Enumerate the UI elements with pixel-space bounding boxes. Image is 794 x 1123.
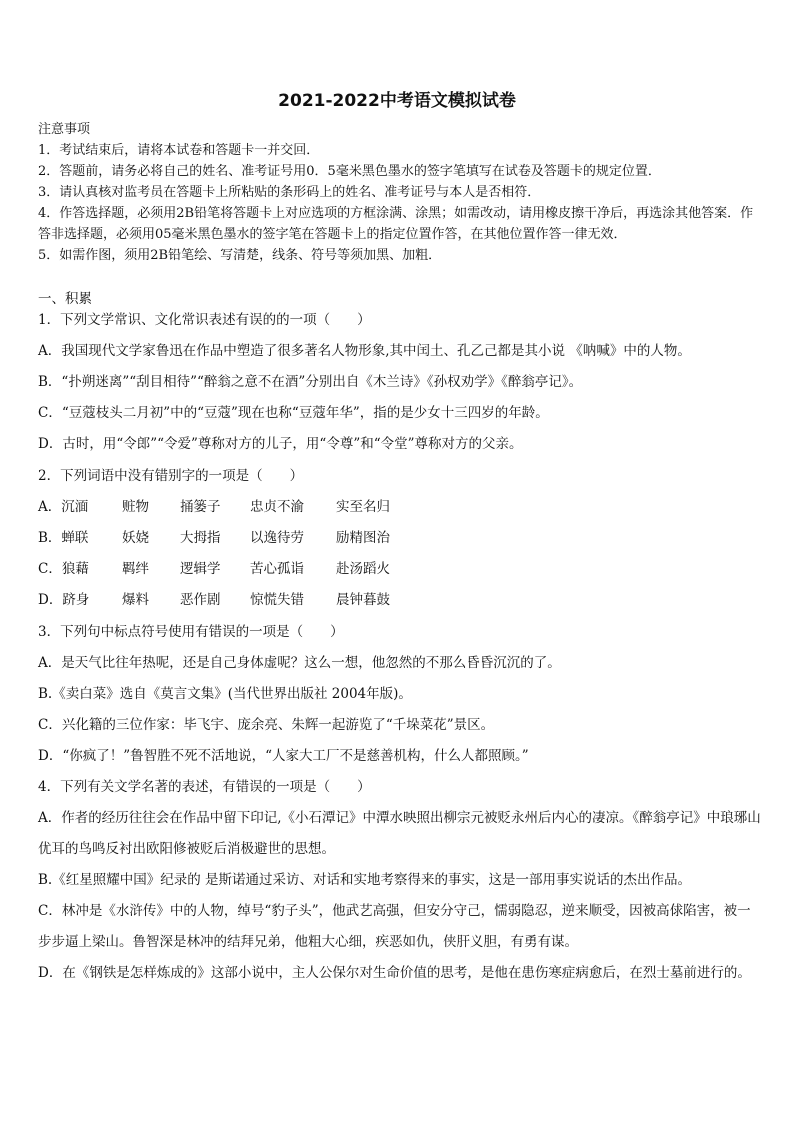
word: 大拇指 bbox=[180, 530, 221, 546]
question-1 bbox=[38, 305, 763, 460]
question-stem: 1．下列文学常识、文化常识表述有误的的一项（ ） bbox=[38, 312, 371, 328]
note-item: 4．作答选择题，必须用2B铅笔将答题卡上对应选项的方框涂满、涂黑；如需改动，请用橡皮擦干净后，再选涂其他答案．作答非选择题，必须用05毫米黑色墨水的签字笔在答题卡上的指定位置作答，在其他位置作答一律无效． bbox=[38, 206, 754, 242]
option-b: B．“扑朔迷离”“刮目相待”“醉翁之意不在酒”分别出自《木兰诗》《孙权劝学》《醉翁亭记》。 bbox=[38, 374, 583, 390]
word: 惊慌失错 bbox=[250, 592, 304, 608]
option-c bbox=[38, 554, 763, 585]
question-stem: 3．下列句中标点符号使用有错误的一项是（ ） bbox=[38, 624, 344, 640]
word: 爆料 bbox=[122, 592, 149, 608]
option-c: C．“豆蔻枝头二月初”中的“豆蔻”现在也称“豆蔻年华”，指的是少女十三四岁的年龄。 bbox=[38, 405, 549, 421]
note-item: 3．请认真核对监考员在答题卡上所粘贴的条形码上的姓名、准考证号与本人是否相符． bbox=[38, 185, 541, 200]
word: 妖娆 bbox=[122, 530, 149, 546]
word: 赃物 bbox=[122, 499, 149, 515]
notes-section bbox=[38, 119, 763, 266]
option-b: B.《红星照耀中国》纪录的 是斯诺通过采访、对话和实地考察得来的事实，这是一部用事实说话的杰出作品。 bbox=[38, 872, 692, 888]
word: 以逸待劳 bbox=[250, 530, 304, 546]
word: C．狼藉 bbox=[38, 561, 89, 577]
question-2 bbox=[38, 461, 763, 616]
question-4 bbox=[38, 772, 763, 989]
note-item: 2．答题前，请务必将自己的姓名、准考证号用0．5毫米黑色墨水的签字笔填写在试卷及答题卡的规定位置． bbox=[38, 164, 661, 179]
option-b: B.《卖白菜》选自《莫言文集》(当代世界出版社 2004年版)。 bbox=[38, 686, 412, 702]
word: B．蝉联 bbox=[38, 530, 89, 546]
word: 捅篓子 bbox=[180, 499, 221, 515]
option-a: A．作者的经历往往会在作品中留下印记,《小石潭记》中潭水映照出柳宗元被贬永州后内心的凄凉。《醉翁亭记》中琅琊山优耳的鸟鸣反衬出欧阳修被贬后消极避世的思想。 bbox=[38, 810, 761, 857]
question-stem: 4．下列有关文学名著的表述，有错误的一项是（ ） bbox=[38, 779, 371, 795]
note-item: 1．考试结束后，请将本试卷和答题卡一并交回． bbox=[38, 143, 320, 158]
word: D．跻身 bbox=[38, 592, 90, 608]
option-d: D．古时，用“令郎”“令爱”尊称对方的儿子，用“令尊”和“令堂”尊称对方的父亲。 bbox=[38, 436, 523, 452]
option-c: C．兴化籍的三位作家：毕飞宇、庞余亮、朱辉一起游览了“千垛菜花”景区。 bbox=[38, 717, 495, 733]
option-b bbox=[38, 523, 763, 554]
word: A．沉湎 bbox=[38, 499, 89, 515]
word: 羁绊 bbox=[122, 561, 149, 577]
word: 逻辑学 bbox=[180, 561, 221, 577]
option-d: D．“你疯了！”鲁智胜不死不活地说，“人家大工厂不是慈善机构，什么人都照顾。” bbox=[38, 748, 529, 764]
option-d bbox=[38, 585, 763, 616]
option-d: D．在《钢铁是怎样炼成的》这部小说中，主人公保尔对生命价值的思考，是他在患伤寒症病愈后，在烈士墓前进行的。 bbox=[38, 965, 751, 981]
option-a: A．是天气比往年热呢，还是自己身体虚呢？这么一想，他忽然的不那么昏昏沉沉的了。 bbox=[38, 655, 561, 671]
option-c: C．林冲是《水浒传》中的人物，绰号“豹子头”，他武艺高强，但安分守己，懦弱隐忍，逆来顺受，因被高俅陷害，被一步步逼上梁山。鲁智深是林冲的结拜兄弟，他粗大心细，疾恶如仇，侠肝义胆，有勇有谋。 bbox=[38, 903, 751, 950]
notes-heading: 注意事项 bbox=[38, 122, 91, 137]
word: 励精图治 bbox=[336, 530, 390, 546]
word: 赴汤蹈火 bbox=[336, 561, 390, 577]
option-a: A．我国现代文学家鲁迅在作品中塑造了很多著名人物形象,其中闰土、孔乙己都是其小说 《呐喊》中的人物。 bbox=[38, 343, 691, 359]
option-a bbox=[38, 492, 763, 523]
section-heading: 一、积累 bbox=[38, 291, 92, 307]
page-title: 2021-2022中考语文模拟试卷 bbox=[278, 91, 516, 111]
word: 恶作剧 bbox=[180, 592, 221, 608]
word: 忠贞不渝 bbox=[250, 499, 304, 515]
word: 实至名归 bbox=[336, 499, 390, 515]
word: 晨钟暮鼓 bbox=[336, 592, 390, 608]
question-3 bbox=[38, 617, 763, 772]
question-stem: 2．下列词语中没有错别字的一项是（ ） bbox=[38, 468, 304, 484]
word: 苦心孤诣 bbox=[250, 561, 304, 577]
note-item: 5．如需作图，须用2B铅笔绘、写清楚，线条、符号等须加黑、加粗． bbox=[38, 248, 442, 263]
